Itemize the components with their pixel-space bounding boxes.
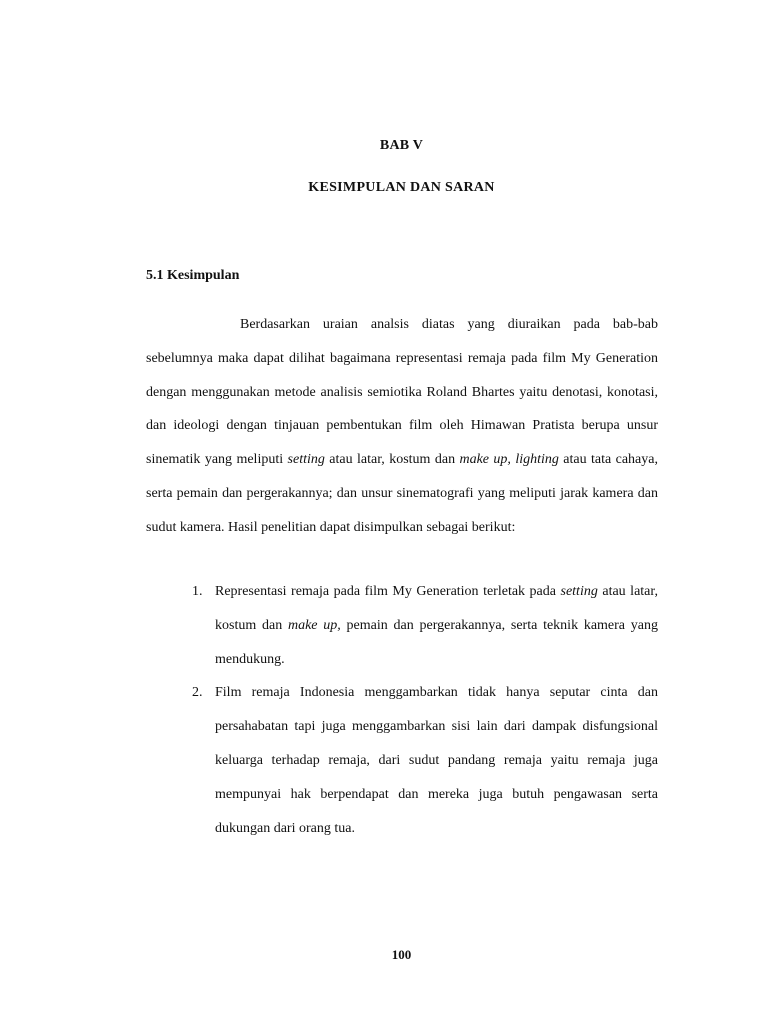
paragraph-italic-term: make up, lighting (459, 452, 559, 468)
list-number: 1. (192, 584, 203, 599)
list-item (146, 676, 658, 845)
section-heading: 5.1 Kesimpulan (146, 268, 240, 283)
conclusion-paragraph (146, 308, 658, 545)
list-number: 2. (192, 685, 203, 701)
page-number: 100 (391, 947, 412, 962)
chapter-heading: BAB V (379, 138, 424, 153)
paragraph-italic-term: setting (287, 452, 325, 468)
paragraph-text: atau tata cahaya, serta pemain dan pergerakannya; dan unsur sinematografi yang meliputi jarak kamera dan sudut kamera. Hasil penelitian dapat disimpulkan sebagai berikut: (146, 452, 658, 535)
chapter-title: KESIMPULAN DAN SARAN (308, 180, 495, 195)
list-item-italic-term: make up, (287, 617, 341, 633)
list-item-text: Representasi remaja pada film My Generation terletak pada (215, 584, 561, 599)
list-item-italic-term: setting (560, 584, 598, 599)
list-item-text: atau latar, kostum dan (215, 584, 658, 633)
list-item-text: Film remaja Indonesia menggambarkan tidak hanya seputar cinta dan persahabatan tapi juga menggambarkan sisi lain dari dampak disfungsional keluarga terhadap remaja, dari sudut pandang remaja yaitu remaja juga mempunyai hak berpendapat dan mereka juga butuh pengawasan serta dukungan dari orang tua. (215, 685, 658, 836)
list-item-text: pemain dan pergerakannya, serta teknik kamera yang mendukung. (215, 617, 658, 667)
list-item (146, 575, 658, 676)
conclusion-list (146, 575, 658, 845)
paragraph-text: Berdasarkan uraian analsis diatas yang diuraikan pada bab-bab sebelumnya maka dapat dilihat bagaimana representasi remaja pada film My Generation dengan menggunakan metode analisis semiotika Roland Bhartes yaitu denotasi, konotasi, dan ideologi dengan tinjauan pembentukan film oleh Himawan Pratista berupa unsur sinematik yang meliputi (146, 317, 658, 468)
paragraph-text: atau latar, kostum dan (324, 452, 460, 468)
